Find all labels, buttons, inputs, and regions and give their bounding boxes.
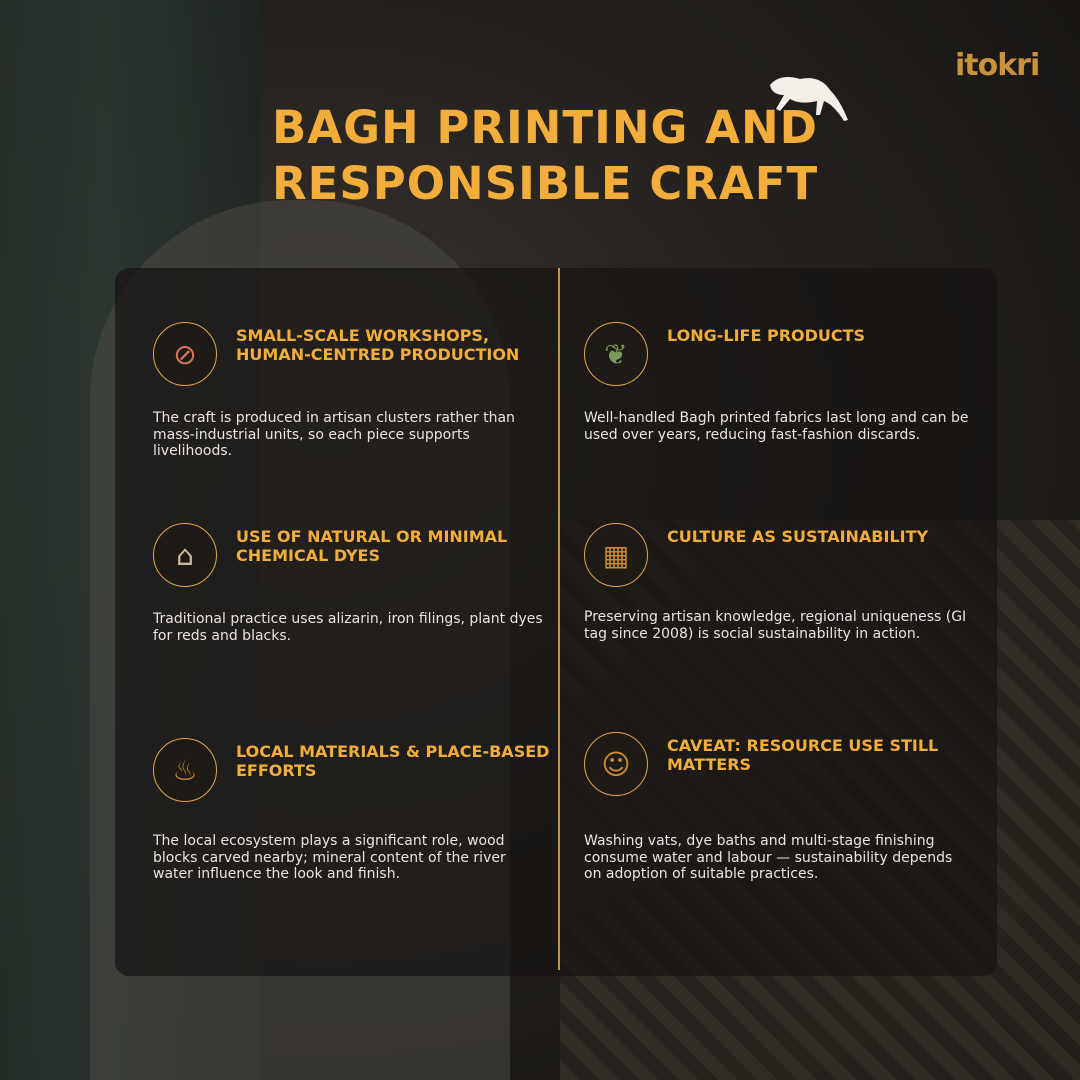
item-text: Washing vats, dye baths and multi-stage finishing consume water and labour — sustainability depends on adoption of suitable practices. <box>584 833 953 882</box>
item-text: Preserving artisan knowledge, regional uniqueness (GI tag since 2008) is social sustainability in action. <box>584 609 967 642</box>
no-factory-icon: ⊘ <box>153 322 217 386</box>
item-text: The craft is produced in artisan clusters rather than mass-industrial units, so each piece supports livelihoods. <box>153 410 515 459</box>
item-text: The local ecosystem plays a significant role, wood blocks carved nearby; mineral content of the river water influence the look and finish. <box>153 833 506 882</box>
title-line-1: BAGH PRINTING AND <box>272 101 818 154</box>
item-heading: SMALL-SCALE WORKSHOPS, HUMAN-CENTRED PRODUCTION <box>236 326 520 364</box>
page-title <box>272 100 818 212</box>
item-text: Well-handled Bagh printed fabrics last long and can be used over years, reducing fast-fashion discards. <box>584 410 969 443</box>
item-heading: LOCAL MATERIALS & PLACE-BASED EFFORTS <box>236 742 550 780</box>
item-heading: USE OF NATURAL OR MINIMAL CHEMICAL DYES <box>236 527 508 565</box>
item-text: Traditional practice uses alizarin, iron filings, plant dyes for reds and blacks. <box>153 611 543 644</box>
item-heading: CULTURE AS SUSTAINABILITY <box>667 527 929 546</box>
title-line-2: RESPONSIBLE CRAFT <box>272 157 819 210</box>
artisans-icon: ☺ <box>584 732 648 796</box>
item-heading: LONG-LIFE PRODUCTS <box>667 326 866 345</box>
leaves-pigment-icon: ❦ <box>584 322 648 386</box>
dye-pot-icon: ♨ <box>153 738 217 802</box>
item-heading: CAVEAT: RESOURCE USE STILL MATTERS <box>667 736 939 774</box>
brand-logo: itokri <box>955 48 1040 83</box>
workshop-shop-icon: ⌂ <box>153 523 217 587</box>
printed-fabric-icon: ▦ <box>584 523 648 587</box>
column-divider <box>558 268 560 970</box>
